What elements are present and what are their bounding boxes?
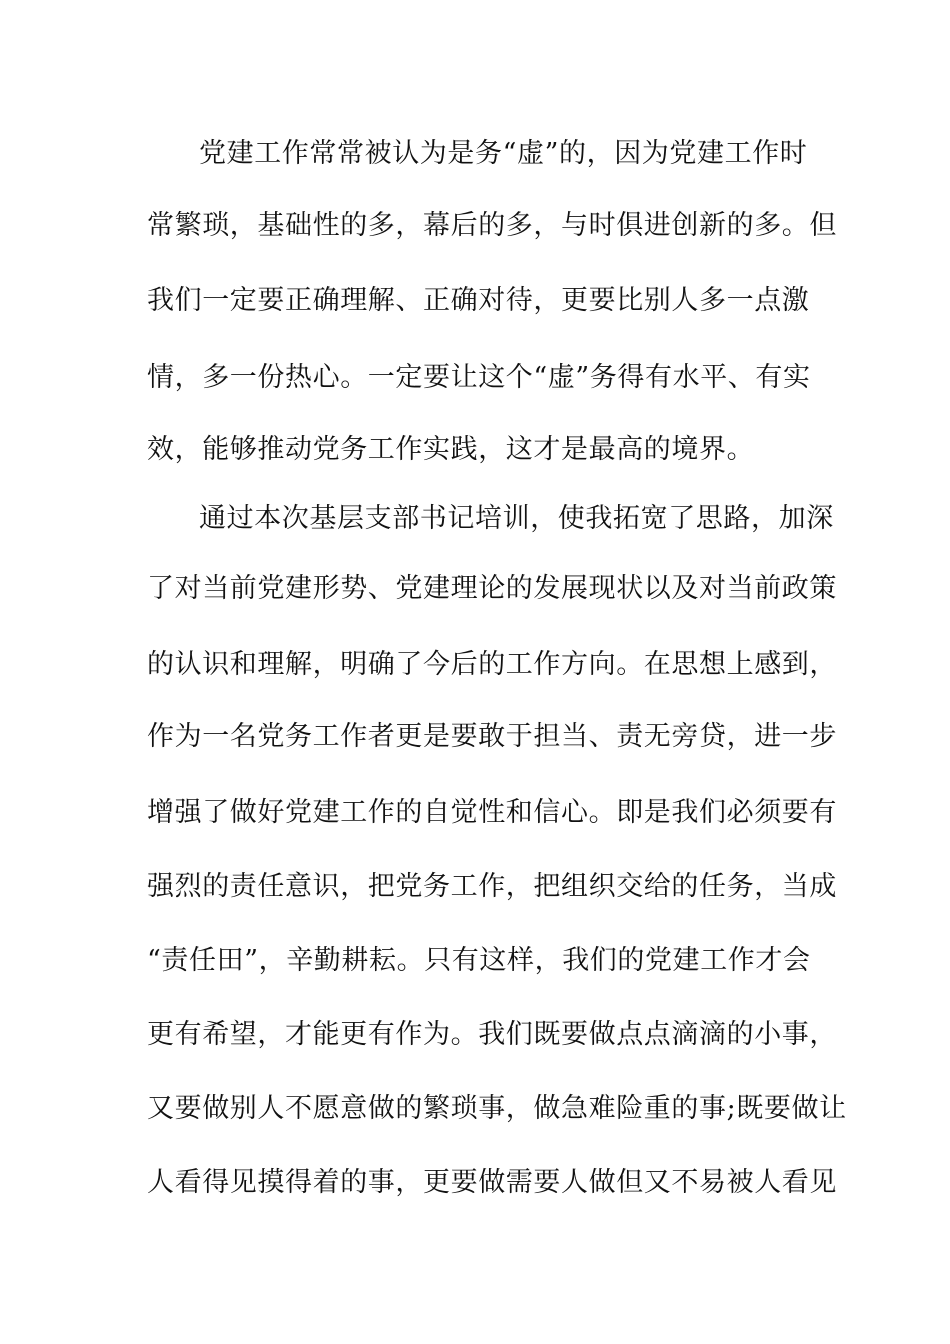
text-line: 又要做别人不愿意做的繁琐事，做急难险重的事;既要做让 — [147, 1093, 847, 1124]
text-line: 增强了做好党建工作的自觉性和信心。即是我们必须要有 — [147, 797, 837, 828]
text-line: 的认识和理解，明确了今后的工作方向。在思想上感到， — [147, 649, 837, 680]
text-line: 了对当前党建形势、党建理论的发展现状以及对当前政策 — [147, 573, 837, 604]
text-line: 情，多一份热心。一定要让这个“虚”务得有水平、有实 — [147, 362, 811, 393]
text-line: 更有希望，才能更有作为。我们既要做点点滴滴的小事， — [147, 1019, 837, 1050]
text-line: 作为一名党务工作者更是要敢于担当、责无旁贷，进一步 — [147, 721, 837, 752]
text-line: 通过本次基层支部书记培训，使我拓宽了思路，加深 — [199, 503, 834, 534]
text-line: 强烈的责任意识，把党务工作，把组织交给的任务，当成 — [147, 871, 837, 902]
text-line: 党建工作常常被认为是务“虚”的，因为党建工作时 — [199, 138, 808, 169]
text-line: 效，能够推动党务工作实践，这才是最高的境界。 — [147, 434, 755, 465]
text-line: “责任田”，辛勤耕耘。只有这样，我们的党建工作才会 — [147, 945, 811, 976]
text-line: 我们一定要正确理解、正确对待，更要比别人多一点激 — [147, 285, 810, 316]
text-line: 人看得见摸得着的事，更要做需要人做但又不易被人看见 — [147, 1167, 837, 1198]
text-line: 常繁琐，基础性的多，幕后的多，与时俱进创新的多。但 — [147, 210, 837, 241]
